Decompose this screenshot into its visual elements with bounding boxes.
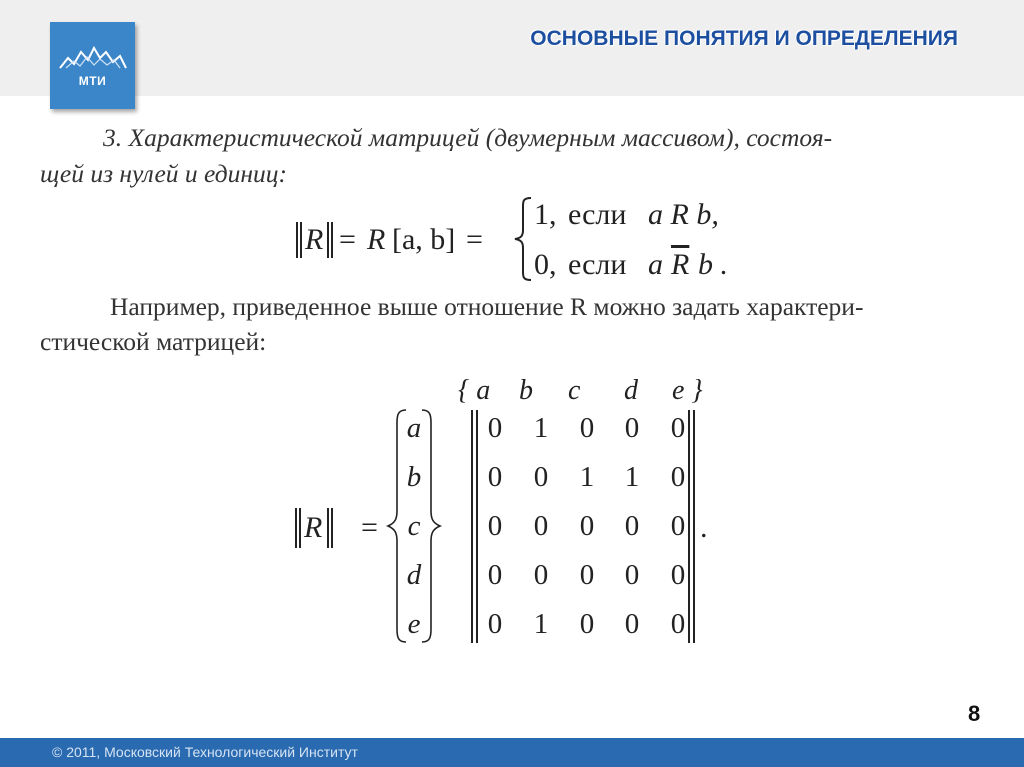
matrix-period: . (700, 511, 708, 544)
case-2-cond-b: b . (698, 248, 728, 281)
page-title: ОСНОВНЫЕ ПОНЯТИЯ И ОПРЕДЕЛЕНИЯ (530, 27, 958, 50)
matrix-cell: 0 (624, 559, 640, 591)
norm-bar (296, 222, 298, 258)
example-line-2: стической матрицей: (40, 327, 267, 356)
institute-logo (50, 22, 135, 109)
matrix-cell: 0 (533, 510, 549, 542)
matrix-cell: 0 (624, 412, 640, 444)
matrix-col-header-e: e } (672, 375, 703, 406)
formula-args: [a, b] (392, 223, 456, 256)
example-line-1: Например, приведенное выше отношение R можно задать характери- (110, 292, 864, 321)
case-1-condition: a R b, (648, 198, 719, 231)
matrix-cell: 0 (487, 412, 503, 444)
norm-bar (327, 222, 329, 258)
matrix-bar (476, 410, 478, 643)
page-number: 8 (968, 701, 981, 726)
matrix-cell: 0 (579, 559, 595, 591)
matrix-lhs-var: R (304, 511, 323, 544)
matrix-cell: 1 (533, 608, 549, 640)
matrix-cell: 0 (533, 559, 549, 591)
matrix-row-label: a (406, 412, 422, 444)
matrix-cell: 0 (670, 412, 686, 444)
case-1-value: 1, (534, 198, 557, 231)
norm-bar (295, 508, 297, 548)
matrix-cell: 0 (487, 510, 503, 542)
matrix-cell: 0 (624, 608, 640, 640)
matrix-cell: 1 (624, 461, 640, 493)
matrix-cell: 0 (670, 608, 686, 640)
formula-equals: = (339, 223, 356, 256)
case-2-cond-r-bar: R (671, 248, 690, 281)
case-2-cond-a: a (648, 248, 663, 281)
matrix-equals: = (361, 511, 378, 544)
matrix-cell: 0 (487, 559, 503, 591)
matrix-col-header-a: { a (458, 375, 491, 406)
footer-band (0, 738, 1024, 767)
logo-text: МТИ (78, 74, 107, 88)
case-1-word: если (568, 198, 627, 231)
norm-bar (331, 222, 333, 258)
norm-bar (300, 222, 302, 258)
matrix-cell: 0 (487, 608, 503, 640)
matrix-row-label: c (407, 510, 421, 542)
mountains-icon (50, 22, 135, 109)
norm-bar (331, 508, 333, 548)
matrix-cell: 1 (533, 412, 549, 444)
norm-bar (327, 508, 329, 548)
formula-lhs-var: R (305, 223, 324, 256)
matrix-cell: 0 (579, 608, 595, 640)
matrix-bar (471, 410, 473, 643)
matrix-row-label: b (406, 461, 422, 493)
matrix-col-header-c: c (568, 375, 581, 406)
footer-copyright: © 2011, Московский Технологический Институт (52, 744, 358, 760)
matrix-cell: 0 (670, 461, 686, 493)
cases-brace-icon (512, 196, 534, 282)
norm-bar (299, 508, 301, 548)
matrix-cell: 0 (533, 461, 549, 493)
matrix-cell: 0 (670, 559, 686, 591)
matrix-cell: 0 (579, 510, 595, 542)
matrix-row-label: d (406, 559, 422, 591)
matrix-row-label: e (407, 608, 421, 640)
matrix-cell: 0 (624, 510, 640, 542)
definition-line-1: 3. Характеристической матрицей (двумерным массивом), состоя- (103, 123, 833, 152)
formula-equals: = (466, 223, 483, 256)
matrix-cell: 0 (579, 412, 595, 444)
matrix-col-header-d: d (624, 375, 638, 406)
matrix-cell: 1 (579, 461, 595, 493)
case-2-word: если (568, 248, 627, 281)
matrix-bar (693, 410, 695, 643)
definition-line-2: щей из нулей и единиц: (40, 159, 287, 188)
case-2-value: 0, (534, 248, 557, 281)
formula-r: R (367, 223, 386, 256)
matrix-cell: 0 (670, 510, 686, 542)
matrix-cell: 0 (487, 461, 503, 493)
matrix-col-header-b: b (519, 375, 533, 406)
